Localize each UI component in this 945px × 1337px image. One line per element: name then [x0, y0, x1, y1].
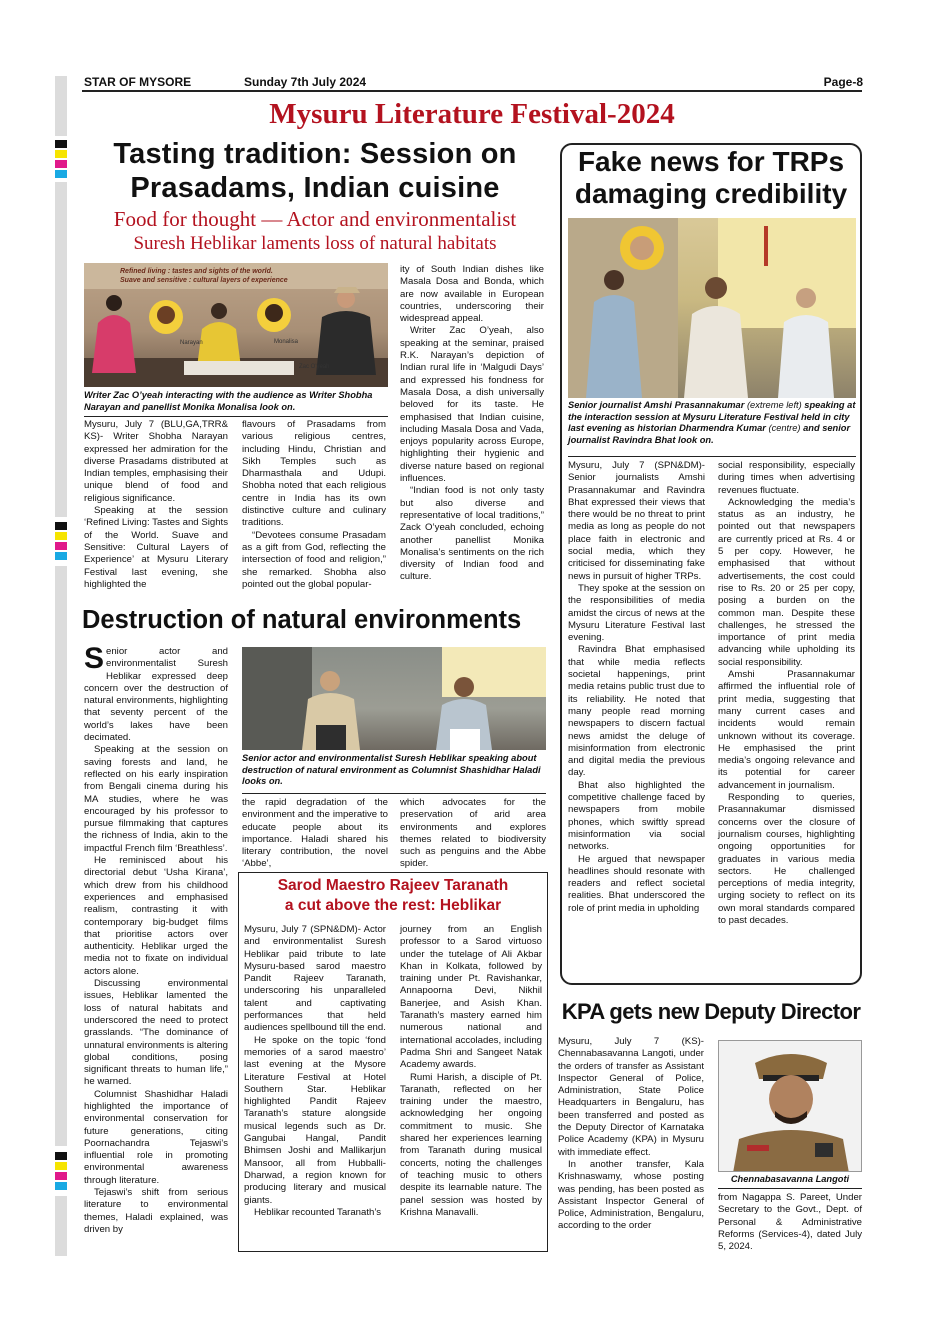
registration-mark-black [55, 1152, 67, 1160]
article2-col1-para: Tejaswi’s shift from serious literature to environmental themes, Haladi explained, was driven by [84, 1187, 228, 1235]
article4-column-1 [568, 460, 705, 915]
article1-column-1 [84, 419, 228, 591]
registration-mark-cyan [55, 552, 67, 560]
article4-caption-part4: (centre) [765, 423, 804, 434]
article4-col2-para: Acknowledging the media’s status as an industry, he pointed out that newspapers are currently priced at Rs. 4 or 5 per copy. However, he emphasised that without advertisements, the cost could rise to Rs. 20 or 25 per copy, posing a burden on the common man. Despite these challenges, he stressed the importance of print media advancing while upholding its social responsibility. [718, 496, 855, 668]
article4-col1-para: He argued that newspaper headlines should resonate with readers and reflect societal realities. Bhat underscored the role of print media in upholding [568, 853, 705, 914]
article1-headline [80, 137, 550, 205]
article4-caption-part2: (extreme left) [744, 400, 805, 410]
article1-subhead [80, 206, 550, 256]
article2-dropcap: S [84, 642, 105, 675]
header-paper-name: STAR OF MYSORE [84, 75, 192, 89]
registration-mark-cyan [55, 1182, 67, 1190]
header-date: Sunday 7th July 2024 [244, 75, 367, 89]
article5-caption-rule [718, 1188, 862, 1189]
registration-mark-black [55, 522, 67, 530]
article1-subhead-line1: Food for thought — Actor and environmentalist [113, 207, 517, 231]
registration-mark-magenta [55, 542, 67, 550]
article2-col1-para: He reminisced about his directorial debut ‘Usha Kirana’, which drew from his childhood experiences and emphasised realism, contrasting it with contemporary big-budget films that prioritise actors over authenticity. Heblikar urged the media not to fixate on individual actors alone. [84, 855, 228, 977]
article2-photo [242, 647, 546, 750]
article4-column-2 [718, 460, 855, 927]
article4-headline-line1: Fake news for TRPs [577, 146, 845, 177]
article4-caption-part3: speaking at the interaction session at Mysuru Literature Festival held in city last evening as historian Dharmendra Kumar [568, 400, 856, 434]
article1-col3-para: “Indian food is not only tasty but also diverse and representative of local traditions,” Zack O’yeah concluded, echoing another panellist Monika Monalisa’s sentiments on the rich diversity of Indian food and culture. [400, 485, 544, 583]
article5-column-2 [718, 1192, 862, 1253]
registration-bar-gray [55, 182, 67, 517]
article2-photo-scene [242, 647, 546, 750]
article4-headline [562, 146, 860, 210]
article4-photo [568, 218, 856, 398]
article1-headline-line1: Tasting tradition: Session on [113, 138, 517, 170]
article3-col2-para: Rumi Harish, a disciple of Pt. Taranath, reflected on her training under the maestro, acknowledging her ongoing commitment to music. She shared her experiences learning from Taranath during musical concerts, noting the challenges of teaching music to others despite its learnable nature. The panel session was hosted by Krishna Manavalli. [400, 1071, 542, 1218]
article3-headline-line2: a cut above the rest: Heblikar [284, 897, 502, 914]
article4-headline-line2: damaging credibility [574, 178, 848, 209]
article1-photo-nametag-2: Monalisa [274, 339, 299, 345]
article2-col1-para: Speaking at the session on saving forests and land, he reflected on his early inspiration from Bengali cinema during his MA studies, where he was encouraged by his professor to pursue filmmaking that captures the richness of India, akin to the impactful French film ‘Breathless’. [84, 744, 228, 854]
section-title: Mysuru Literature Festival-2024 [269, 98, 675, 130]
header-rule [82, 90, 862, 92]
article1-subhead-line2: Suresh Heblikar laments loss of natural habitats [133, 233, 497, 254]
registration-mark-yellow [55, 150, 67, 158]
header-page-number: Page-8 [823, 75, 863, 89]
article4-col1-para: They spoke at the session on the responsibilities of media amidst the circus of news at the Mysuru Literature Festival last evening. [568, 582, 705, 644]
article2-column-3 [400, 797, 546, 871]
article4-col2-para: Responding to queries, Prasannakumar dismissed concerns over the closure of journalism courses, highlighting ongoing opportunities for graduates in various media sectors. He challenged perceptions of media integrity, urging society to reflect on its own moral standards compared to past decades. [718, 792, 855, 926]
article4-caption-part5: and senior journalist Ravindra Bhat look on. [568, 423, 851, 445]
registration-mark-yellow [55, 532, 67, 540]
registration-mark-magenta [55, 160, 67, 168]
article5-col1-para: In another transfer, Kala Krishnaswamy, whose posting was pending, has been posted as Assistant Inspector General of Police, Administration, Bengaluru, according to the order [558, 1158, 704, 1232]
article3-headline-line1: Sarod Maestro Rajeev Taranath [277, 877, 509, 894]
article2-column-1 [84, 642, 228, 1236]
article3-col1-para: Mysuru, July 7 (SPN&DM)- Actor and environmentalist Suresh Heblikar paid tribute to late Mysuru-based sarod maestro Pandit Rajeev Taranath, underscoring his unparalleled talent and captivating performances that held audiences spellbound till the end. [244, 924, 386, 1034]
article3-headline [240, 876, 546, 916]
article1-col1-para: Speaking at the session ‘Refined Living: Tastes and Sights of the World. Suave and Sensitive: Cultural Layers of Experience’ at Mysuru Literary Festival last evening, she highlighted the [84, 505, 228, 590]
article4-col1-para: Mysuru, July 7 (SPN&DM)- Senior journalists Amshi Prasannakumar and Ravindra Bhat expressed their views that there would be no threat to print media as long as people do not place faith in electronic and social media, which they criticised for disseminating fake news in pursuit of higher TRPs. [568, 460, 705, 582]
article2-photo-caption: Senior actor and environmentalist Suresh Heblikar speaking about destruction of natural environment as Columnist Shashidhar Haladi looks on. [242, 753, 541, 787]
article1-col3-para: ity of South Indian dishes like Masala Dosa and Bonda, which are now available in European countries, underscoring their widespread appeal. [400, 264, 544, 325]
article3-col1-para: He spoke on the topic ‘fond memories of a sarod maestro’ last evening at the Mysore Literature Festival at Hotel Southern Star. Heblikar highlighted Pandit Rajeev Taranath’s stature alongside musical legends such as Dr. Gangubai Hangal, Pandit Bhimsen Joshi and Mallikarjun Mansoor, all from Hubballi-Dharwad, a region known for producing literary and musical giants. [244, 1034, 386, 1206]
article1-col3-para: Writer Zac O’yeah, also speaking at the seminar, praised R.K. Narayan’s depiction of Indian rural life in ‘Malgudi Days’ and expressed his fondness for Masala Dosa, a dish universally beloved for its taste. He emphasised that Indian cuisine, including Masala Dosa and Vada, enjoys popularity across Europe, highlighting their hygienic and diverse nature based on regional influences. [400, 325, 544, 485]
article5-col1-para: Mysuru, July 7 (KS)- Chennabasavanna Langoti, under the orders of transfer as Assistant Inspector General of Police, Administration, State Police Headquarters in Bengaluru, has been transferred and posted as the Deputy Director of Karnataka Police Academy (KPA) in Mysuru with immediate effect. [558, 1036, 704, 1158]
article2-col2-para: the rapid degradation of the environment and the imperative to educate people about its importance. Haladi shared his literary contribution, the novel ‘Abbe’, [242, 797, 388, 870]
article4-caption-rule [568, 456, 856, 457]
article1-col1-para: Mysuru, July 7 (BLU,GA,TRR& KS)- Writer Shobha Narayan expressed her admiration for the diverse Prasadams distributed at Indian temples, emphasising their unique blend of food and religious significance. [84, 419, 228, 504]
article1-column-3 [400, 264, 544, 584]
article3-column-1 [244, 924, 386, 1219]
article1-photo-nametag-1: Narayan [180, 340, 203, 346]
article4-photo-caption [568, 400, 856, 446]
article2-column-2 [242, 797, 388, 871]
article1-photo-banner-line1: Refined living : tastes and sights of the world. [120, 268, 273, 275]
article3-col2-para: journey from an English professor to a Sarod virtuoso under the tutelage of Ali Akbar Khan in Kolkata, followed by training under Pt. Ravishankar, Annapoorna Devi, Nikhil Banerjee, and Asish Khan. Taranath’s mastery earned him numerous national and international accolades, including Padma Shri and Sangeet Natak Academy awards. [400, 924, 542, 1071]
article4-col1-para: Bhat also highlighted the competitive challenge faced by newspapers from mobile phones, which swiftly spread misinformation via social networks. [568, 779, 705, 853]
article4-col2-para: social responsibility, especially during times when advertising revenues fluctuate. [718, 460, 855, 496]
article1-photo [84, 263, 388, 387]
article2-lead-para [84, 642, 228, 744]
registration-mark-yellow [55, 1162, 67, 1170]
registration-bar-gray [55, 566, 67, 1146]
article5-portrait-photo [718, 1040, 862, 1172]
article2-headline: Destruction of natural environments [82, 606, 522, 634]
article1-col2-para: “Devotees consume Prasadam as a gift from God, reflecting the intersection of food and religion,” she remarked. Shobha also pointed out the global popular- [242, 529, 386, 590]
article2-lead: enior actor and environmentalist Suresh Heblikar expressed deep concern over the destruction of natural environments, highlighting that seventy percent of the world’s lakes have been decimated. [84, 646, 228, 744]
registration-mark-cyan [55, 170, 67, 178]
article5-column-1 [558, 1036, 704, 1233]
registration-bar-gray [55, 1196, 67, 1256]
article1-caption-rule [84, 416, 388, 417]
article2-col1-para: Discussing environmental issues, Heblikar lamented the loss of natural habitats and underscored the need to protect grasslands. “The dominance of unnatural environments is altering global conditions, posing significant threats to human life,” he warned. [84, 978, 228, 1088]
article4-col2-para: Amshi Prasannakumar affirmed the influential role of print media, suggesting that many current cases and incidents would remain unknown without its coverage. He emphasised the print media’s ongoing relevance and its potential for career advancement in journalism. [718, 669, 855, 791]
article3-column-2 [400, 924, 542, 1219]
article1-photo-banner-line2: Suave and sensitive : cultural layers of experience [120, 277, 288, 284]
article5-photo-caption: Chennabasavanna Langoti [730, 1174, 850, 1184]
article4-col1-para: Ravindra Bhat emphasised that while media reflects societal happenings, print media retains public trust due to its reliability. He noted that many people read morning newspapers to discern factual news amidst the deluge of misinformation from electronic and digital media the previous day. [568, 644, 705, 779]
article3-col1-para: Heblikar recounted Taranath’s [254, 1206, 382, 1218]
article4-photo-scene [568, 218, 856, 398]
article4-caption-part1: Senior journalist Amshi Prasannakumar [568, 400, 745, 410]
article5-col2-para: from Nagappa S. Pareet, Under Secretary to the Govt., Dept. of Personal & Administrative Reforms (Services-4), dated July 5, 2024. [718, 1192, 862, 1253]
article5-headline: KPA gets new Deputy Director [561, 999, 861, 1024]
article2-col3-para: which advocates for the preservation of arid area environments and explores themes related to biodiversity such as penguins and the Abbe spider. [400, 797, 546, 870]
article1-photo-caption: Writer Zac O’yeah interacting with the audience as Writer Shobha Narayan and panellist Monika Monalisa look on. [84, 390, 373, 412]
article1-col2-para: flavours of Prasadams from various religious centres, including Hindu, Christian and Sikh Temples such as Dharmasthala and Udupi. Shobha noted that each religious centre in India has its own distinctive culture and culinary traditions. [242, 419, 386, 529]
article1-headline-line2: Prasadams, Indian cuisine [130, 172, 500, 204]
registration-mark-black [55, 140, 67, 148]
article2-col1-para: Columnist Shashidhar Haladi highlighted the importance of environmental conservation for future generations, citing Poornachandra Tejaswi’s influential role in promoting environmental awareness through literature. [84, 1088, 228, 1186]
registration-mark-magenta [55, 1172, 67, 1180]
article1-column-2 [242, 419, 386, 591]
article2-caption-rule [242, 793, 546, 794]
article1-photo-nametag-3: Zac O'yeah [299, 364, 330, 370]
article5-portrait-scene [719, 1041, 862, 1172]
registration-bar-gray [55, 76, 67, 136]
